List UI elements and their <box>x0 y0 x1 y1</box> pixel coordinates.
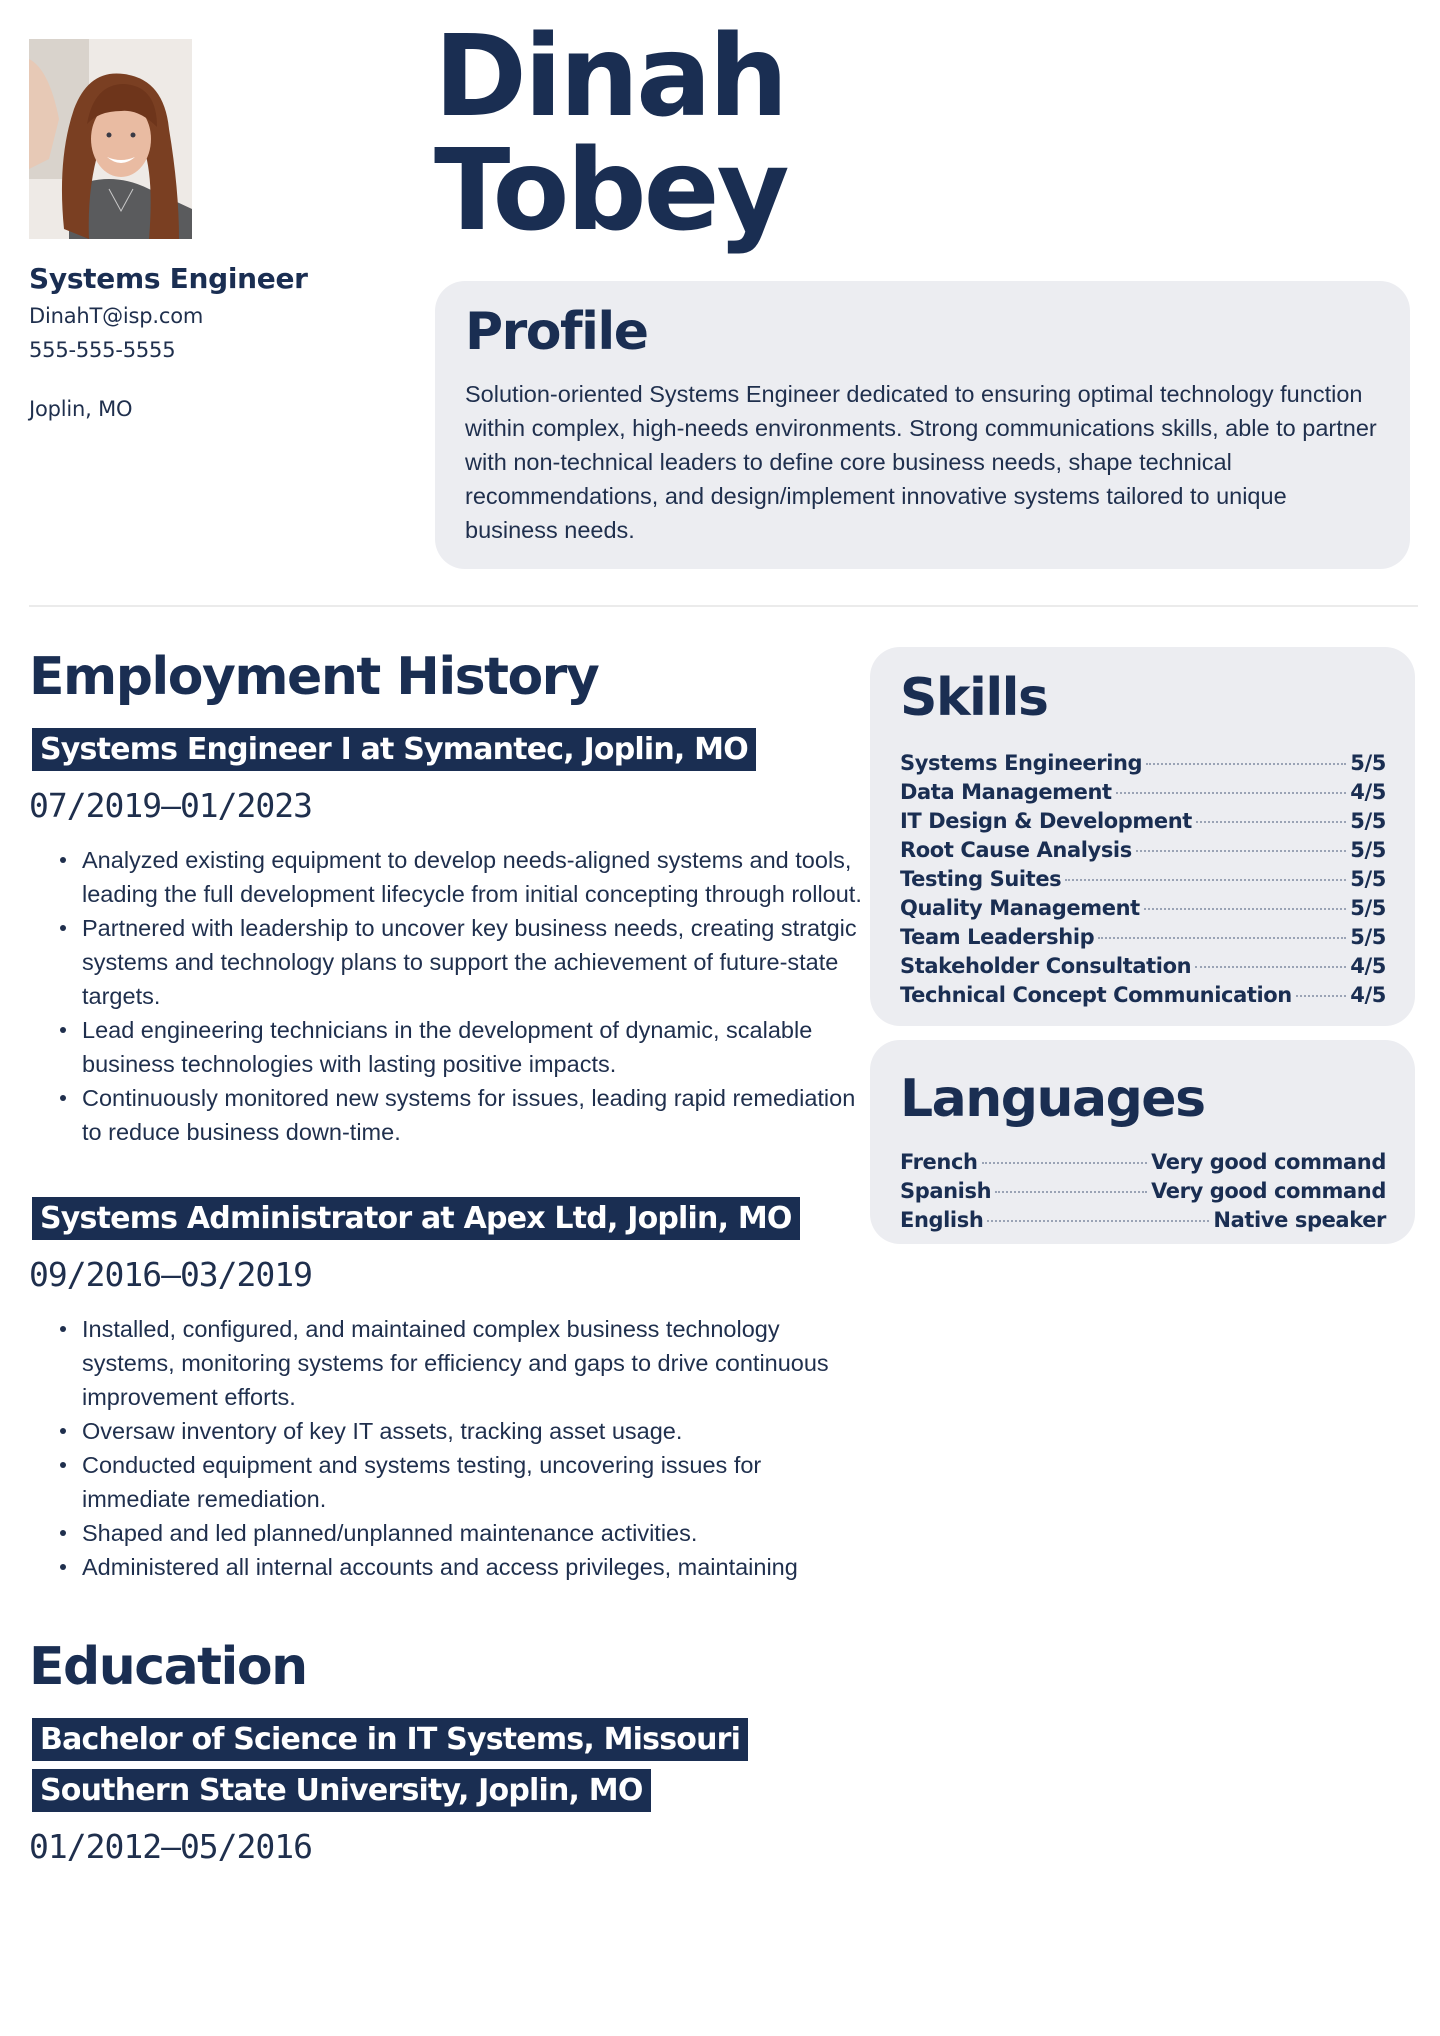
header-job-title: Systems Engineer <box>29 262 308 295</box>
bullet-item: Lead engineering technicians in the development of dynamic, scalable business technologies with lasting positive impacts. <box>82 1013 862 1081</box>
skill-row <box>900 807 1386 836</box>
skill-row <box>900 865 1386 894</box>
dotted-leader <box>982 1162 1148 1164</box>
main-column <box>29 640 862 1870</box>
skill-row-value: 4/5 <box>1350 954 1386 978</box>
dotted-leader <box>1136 850 1346 852</box>
skill-row-name: Quality Management <box>900 896 1140 920</box>
language-row-name: Spanish <box>900 1179 992 1203</box>
skill-row-name: IT Design & Development <box>900 809 1192 833</box>
skill-row-value: 5/5 <box>1350 809 1386 833</box>
dotted-leader <box>1196 821 1346 823</box>
job-bullets <box>29 843 862 1149</box>
dotted-leader <box>1065 879 1346 881</box>
phone-number: 555-555-5555 <box>29 338 176 362</box>
job-bullets <box>29 1312 849 1584</box>
skill-row-name: Data Management <box>900 780 1112 804</box>
job-entry <box>29 726 862 1149</box>
skills-title: Skills <box>900 668 1048 728</box>
skill-row-name: Root Cause Analysis <box>900 838 1132 862</box>
first-name: Dinah <box>434 12 786 142</box>
job-heading: Systems Engineer I at Symantec, Joplin, MO <box>32 728 756 771</box>
skill-row <box>900 952 1386 981</box>
language-row-value: Very good command <box>1151 1150 1386 1174</box>
bullet-item: Conducted equipment and systems testing, uncovering issues for immediate remediation. <box>82 1448 862 1516</box>
dotted-leader <box>1146 763 1346 765</box>
bullet-item: Installed, configured, and maintained complex business technology systems, monitoring systems for efficiency and gaps to drive continuous improvement efforts. <box>82 1312 862 1414</box>
language-row-value: Native speaker <box>1213 1208 1386 1232</box>
skills-section <box>870 647 1415 1026</box>
language-row-name: French <box>900 1150 978 1174</box>
skill-row-name: Testing Suites <box>900 867 1062 891</box>
employment-title: Employment History <box>29 647 599 707</box>
skill-row-value: 5/5 <box>1350 925 1386 949</box>
education-dates: 01/2012—05/2016 <box>29 1827 313 1866</box>
bullet-item: Oversaw inventory of key IT assets, tracking asset usage. <box>82 1414 862 1448</box>
dotted-leader <box>1296 995 1346 997</box>
bullet-item: Continuously monitored new systems for issues, leading rapid remediation to reduce business down-time. <box>82 1081 862 1149</box>
dotted-leader <box>1144 908 1347 910</box>
skill-row-name: Team Leadership <box>900 925 1095 949</box>
job-dates: 07/2019—01/2023 <box>29 786 313 825</box>
language-row-value: Very good command <box>1151 1179 1386 1203</box>
languages-section <box>870 1040 1415 1244</box>
dotted-leader <box>995 1191 1147 1193</box>
skill-row-name: Systems Engineering <box>900 751 1143 775</box>
skill-row <box>900 749 1386 778</box>
language-row <box>900 1206 1386 1235</box>
skill-row <box>900 981 1386 1010</box>
profile-text: Solution-oriented Systems Engineer dedicated to ensuring optimal technology function within complex, high-needs environments. Strong communications skills, able to partner with non-technical leaders to define core business needs, shape technical recommendations, and design/implement innovative systems tailored to unique business needs. <box>465 381 1377 543</box>
profile-photo <box>29 39 192 239</box>
languages-list <box>900 1148 1386 1235</box>
skill-row-name: Stakeholder Consultation <box>900 954 1192 978</box>
bullet-item: Shaped and led planned/unplanned maintenance activities. <box>82 1516 862 1550</box>
language-row <box>900 1148 1386 1177</box>
job-dates: 09/2016—03/2019 <box>29 1255 313 1294</box>
candidate-name <box>434 12 787 256</box>
skill-row-value: 5/5 <box>1350 751 1386 775</box>
skill-row <box>900 894 1386 923</box>
last-name: Tobey <box>434 126 787 256</box>
education-title: Education <box>29 1637 307 1697</box>
bullet-item: Analyzed existing equipment to develop needs-aligned systems and tools, leading the full development lifecycle from initial concepting through rollout. <box>82 843 862 911</box>
language-row <box>900 1177 1386 1206</box>
dotted-leader <box>987 1220 1209 1222</box>
dotted-leader <box>1195 966 1346 968</box>
skill-row-name: Technical Concept Communication <box>900 983 1292 1007</box>
skill-row <box>900 778 1386 807</box>
bullet-item: Partnered with leadership to uncover key business needs, creating stratgic systems and technology plans to support the achievement of future-state targets. <box>82 911 862 1013</box>
languages-title: Languages <box>900 1069 1205 1129</box>
job-entry <box>29 1195 849 1584</box>
skill-row <box>900 923 1386 952</box>
section-divider <box>29 605 1418 607</box>
job-heading: Systems Administrator at Apex Ltd, Joplin, MO <box>32 1197 800 1240</box>
skills-list <box>900 749 1386 1010</box>
profile-section <box>435 281 1410 569</box>
dotted-leader <box>1116 792 1347 794</box>
bullet-item: Administered all internal accounts and access privileges, maintaining <box>82 1550 862 1584</box>
skill-row-value: 4/5 <box>1350 780 1386 804</box>
dotted-leader <box>1098 937 1346 939</box>
skill-row-value: 5/5 <box>1350 838 1386 862</box>
education-section <box>29 1630 849 1870</box>
skill-row-value: 4/5 <box>1350 983 1386 1007</box>
city-location: Joplin, MO <box>29 397 133 421</box>
skill-row-value: 5/5 <box>1350 896 1386 920</box>
skill-row <box>900 836 1386 865</box>
degree-heading: Bachelor of Science in IT Systems, Missouri Southern State University, Joplin, MO <box>32 1718 748 1812</box>
email-link[interactable]: DinahT@isp.com <box>29 304 204 328</box>
language-row-name: English <box>900 1208 984 1232</box>
profile-title: Profile <box>465 302 648 362</box>
skill-row-value: 5/5 <box>1350 867 1386 891</box>
portrait-icon <box>29 39 192 239</box>
